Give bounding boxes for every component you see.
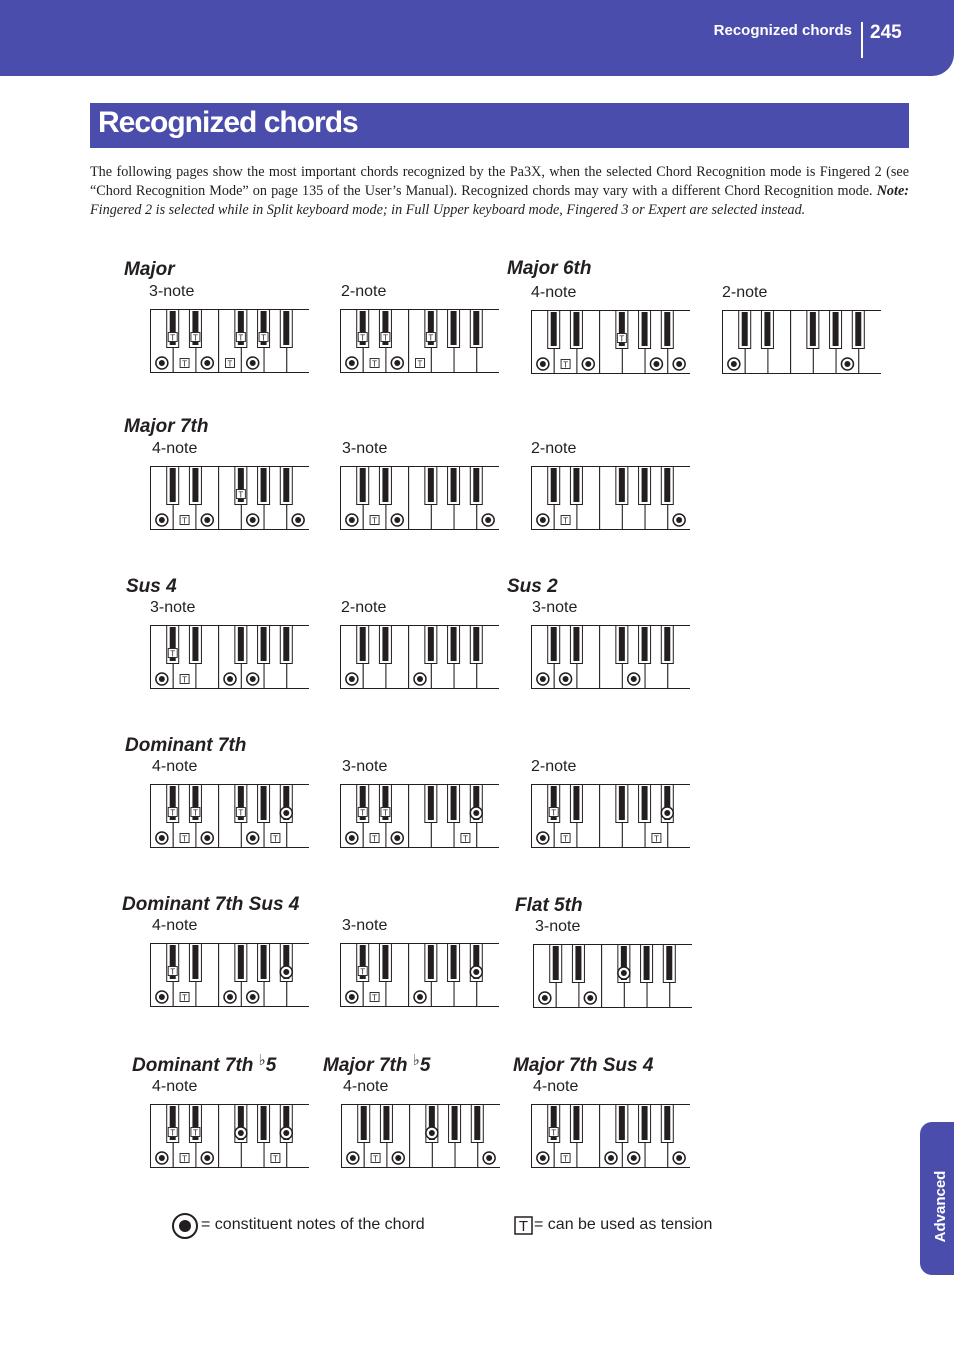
black-key-shade — [810, 312, 816, 346]
tension-marker-letter: T — [360, 808, 366, 818]
tension-marker-letter: T — [373, 1154, 379, 1164]
page-title: Recognized chords — [98, 106, 358, 139]
section-side-tab-label: Advanced — [932, 1170, 949, 1243]
variant-label: 4-note — [152, 440, 198, 457]
black-key-shade — [261, 945, 267, 979]
tension-marker-letter: T — [382, 333, 388, 343]
tension-marker-letter: T — [261, 333, 267, 343]
note-marker-center — [204, 517, 210, 523]
tension-marker-letter: T — [192, 333, 198, 343]
black-key-shade — [575, 946, 581, 980]
black-key-shade — [473, 468, 479, 502]
black-key-shade — [573, 786, 579, 820]
chord-title: Major 7th Sus 4 — [513, 1055, 654, 1076]
legend-tension-text: = can be used as tension — [534, 1216, 713, 1233]
black-key-shade — [451, 627, 457, 661]
keyboard-diagram — [531, 310, 690, 374]
black-key-shade — [619, 1106, 625, 1140]
note-marker-center — [250, 835, 256, 841]
tension-marker-letter: T — [170, 649, 176, 659]
black-key-shade — [664, 312, 670, 346]
tension-marker-letter: T — [372, 834, 378, 844]
flat-sign: ♭ — [258, 1052, 266, 1069]
chord-title — [323, 1052, 431, 1077]
black-key-shade — [192, 945, 198, 979]
black-key-shade — [551, 312, 557, 346]
variant-label: 4-note — [152, 758, 198, 775]
tension-marker-letter: T — [372, 359, 378, 369]
keyboard-diagram — [340, 309, 499, 373]
variant-label: 2-note — [722, 284, 768, 301]
note-marker-center — [349, 994, 355, 1000]
note-marker-center — [542, 995, 548, 1001]
black-key-shade — [283, 627, 289, 661]
note-marker-center — [563, 676, 569, 682]
tension-marker-letter: T — [182, 675, 188, 685]
variant-label: 3-note — [342, 917, 388, 934]
black-key-shade — [382, 627, 388, 661]
intro-note-text: Fingered 2 is selected while in Split keyboard mode; in Full Upper keyboard mode, Fingered 3 or Expert are selected instead. — [90, 202, 806, 218]
black-key-shade — [283, 311, 289, 345]
chord-title: Sus 4 — [126, 576, 177, 597]
note-marker-center — [486, 1155, 492, 1161]
tension-marker-letter: T — [238, 490, 244, 500]
variant-label: 3-note — [149, 283, 195, 300]
note-marker-center — [395, 1155, 401, 1161]
black-key-shade — [764, 312, 770, 346]
black-key-shade — [644, 946, 650, 980]
note-marker-center — [227, 994, 233, 1000]
flat-sign: ♭ — [412, 1052, 420, 1069]
note-marker-center — [159, 994, 165, 1000]
note-marker-center — [540, 835, 546, 841]
black-key-shade — [666, 946, 672, 980]
intro-note-label: Note: — [876, 183, 909, 199]
black-key-shade — [451, 311, 457, 345]
note-marker-center — [394, 517, 400, 523]
tension-marker-letter: T — [272, 1154, 278, 1164]
black-key-shade — [428, 627, 434, 661]
black-key-shade — [428, 945, 434, 979]
black-key-shade — [192, 627, 198, 661]
legend-dot-text: = constituent notes of the chord — [201, 1216, 425, 1233]
note-marker-center — [485, 517, 491, 523]
black-key-shade — [428, 468, 434, 502]
black-key-shade — [642, 786, 648, 820]
note-marker-center — [417, 994, 423, 1000]
page-title-bar — [90, 103, 909, 148]
tension-marker-letter: T — [360, 333, 366, 343]
note-marker-center — [844, 361, 850, 367]
page-number: 245 — [870, 22, 902, 43]
section-side-tab — [920, 1122, 954, 1275]
tension-marker-letter: T — [170, 808, 176, 818]
black-key-shade — [383, 1106, 389, 1140]
black-key-shade — [261, 627, 267, 661]
black-key-shade — [452, 1106, 458, 1140]
note-marker-center — [417, 676, 423, 682]
black-key-shade — [360, 627, 366, 661]
note-marker-center — [238, 1130, 244, 1136]
variant-label: 4-note — [531, 284, 577, 301]
note-marker-center — [283, 810, 289, 816]
chord-title: Major — [124, 259, 175, 280]
black-key-shade — [833, 312, 839, 346]
note-marker-center — [349, 676, 355, 682]
keyboard-diagram — [150, 625, 309, 689]
note-marker-center — [283, 969, 289, 975]
tension-marker-letter: T — [192, 808, 198, 818]
note-marker-center — [350, 1155, 356, 1161]
tension-marker-letter: T — [182, 359, 188, 369]
note-marker-center — [587, 995, 593, 1001]
black-key-shade — [664, 1106, 670, 1140]
chord-title-text: Dominant 7th — [132, 1055, 254, 1076]
tension-marker-letter: T — [238, 333, 244, 343]
note-marker-center — [676, 517, 682, 523]
note-marker-center — [295, 517, 301, 523]
header-divider — [861, 22, 863, 58]
black-key-shade — [382, 945, 388, 979]
black-key-shade — [619, 468, 625, 502]
black-key-shade — [451, 786, 457, 820]
black-key-shade — [283, 468, 289, 502]
black-key-shade — [238, 627, 244, 661]
variant-label: 4-note — [343, 1078, 389, 1095]
variant-label: 3-note — [532, 599, 578, 616]
note-marker-center — [621, 970, 627, 976]
note-marker-center — [676, 1155, 682, 1161]
keyboard-diagram — [150, 784, 309, 848]
tension-marker-letter: T — [563, 516, 569, 526]
black-key-shade — [261, 786, 267, 820]
chord-title-suffix: 5 — [265, 1055, 277, 1076]
chord-title: Dominant 7th — [125, 735, 247, 756]
note-marker-center — [540, 361, 546, 367]
black-key-shade — [170, 468, 176, 502]
variant-label: 2-note — [531, 758, 577, 775]
black-key-shade — [642, 1106, 648, 1140]
black-key-shade — [261, 468, 267, 502]
black-key-shade — [451, 945, 457, 979]
variant-label: 3-note — [342, 758, 388, 775]
chord-title: Dominant 7th Sus 4 — [122, 894, 300, 915]
chord-title-suffix: 5 — [419, 1055, 431, 1076]
header-section-title: Recognized chords — [713, 22, 852, 39]
tension-marker-letter: T — [563, 1154, 569, 1164]
note-marker-center — [631, 1155, 637, 1161]
keyboard-diagram — [531, 1104, 690, 1168]
note-marker-center — [540, 676, 546, 682]
tension-marker-letter: T — [182, 993, 188, 1003]
note-marker-center — [250, 676, 256, 682]
tension-marker-letter: T — [182, 516, 188, 526]
keyboard-diagram — [340, 625, 499, 689]
black-key-shade — [664, 627, 670, 661]
tension-marker-letter: T — [563, 834, 569, 844]
tension-marker-letter: T — [170, 333, 176, 343]
note-marker-center — [159, 835, 165, 841]
black-key-shade — [553, 946, 559, 980]
black-key-shade — [473, 627, 479, 661]
note-marker-center — [540, 517, 546, 523]
variant-label: 4-note — [152, 1078, 198, 1095]
note-marker-center — [159, 360, 165, 366]
tension-marker-letter: T — [653, 834, 659, 844]
tension-marker-letter: T — [428, 333, 434, 343]
black-key-shade — [619, 786, 625, 820]
keyboard-diagram — [150, 943, 309, 1007]
variant-label: 4-note — [533, 1078, 579, 1095]
black-key-shade — [261, 1106, 267, 1140]
tension-marker-letter: T — [238, 808, 244, 818]
keyboard-diagram — [531, 784, 690, 848]
black-key-shade — [642, 468, 648, 502]
note-marker-center — [250, 517, 256, 523]
keyboard-diagram — [150, 466, 309, 530]
note-marker-center — [283, 1130, 289, 1136]
tension-marker-letter: T — [182, 834, 188, 844]
note-marker-center — [250, 360, 256, 366]
header-band — [0, 0, 954, 76]
tension-marker-letter: T — [170, 967, 176, 977]
note-marker-center — [349, 835, 355, 841]
variant-label: 2-note — [531, 440, 577, 457]
tension-marker-letter: T — [417, 359, 423, 369]
keyboard-diagram — [340, 784, 499, 848]
black-key-shade — [473, 311, 479, 345]
intro-text: The following pages show the most important chords recognized by the Pa3X, when the selected Chord Recognition mode is Fingered 2 (see “Chord Recognition Mode” on page 135 of the User’s Manual). Recognized chords may vary with a different Chord Recognition mode. — [90, 164, 909, 199]
tension-marker-letter: T — [227, 359, 233, 369]
legend-note-dot-icon — [171, 1212, 199, 1245]
variant-label: 2-note — [341, 599, 387, 616]
tension-marker-letter: T — [272, 834, 278, 844]
tension-marker-letter: T — [182, 1154, 188, 1164]
note-marker-center — [349, 360, 355, 366]
tension-marker-letter: T — [382, 808, 388, 818]
note-marker-center — [473, 969, 479, 975]
note-marker-center — [394, 360, 400, 366]
black-key-shade — [664, 468, 670, 502]
variant-label: 3-note — [150, 599, 196, 616]
note-marker-center — [608, 1155, 614, 1161]
note-marker-center — [664, 810, 670, 816]
black-key-shade — [474, 1106, 480, 1140]
tension-marker-letter: T — [563, 360, 569, 370]
note-marker-center — [731, 361, 737, 367]
note-marker-center — [204, 835, 210, 841]
black-key-shade — [192, 468, 198, 502]
note-marker-center — [227, 676, 233, 682]
keyboard-diagram — [531, 625, 690, 689]
tension-marker-letter: T — [462, 834, 468, 844]
black-key-shade — [573, 627, 579, 661]
black-key-shade — [360, 468, 366, 502]
black-key-shade — [742, 312, 748, 346]
variant-label: 3-note — [342, 440, 388, 457]
note-marker-center — [585, 361, 591, 367]
keyboard-diagram — [340, 943, 499, 1007]
tension-marker-letter: T — [372, 516, 378, 526]
black-key-shade — [573, 312, 579, 346]
chord-title-text: Major 7th — [323, 1055, 408, 1076]
note-marker-center — [540, 1155, 546, 1161]
note-marker-center — [159, 517, 165, 523]
variant-label: 4-note — [152, 917, 198, 934]
note-marker-center — [429, 1130, 435, 1136]
black-key-shade — [642, 627, 648, 661]
variant-label: 2-note — [341, 283, 387, 300]
note-marker-center — [159, 676, 165, 682]
black-key-shade — [428, 786, 434, 820]
note-marker-center — [250, 994, 256, 1000]
chord-title: Flat 5th — [515, 895, 583, 916]
black-key-shade — [642, 312, 648, 346]
chord-title: Major 7th — [124, 416, 209, 437]
black-key-shade — [238, 945, 244, 979]
keyboard-diagram — [533, 944, 692, 1008]
note-marker-center — [394, 835, 400, 841]
legend-tension-icon — [514, 1216, 533, 1240]
keyboard-diagram — [722, 310, 881, 374]
note-marker-center — [676, 361, 682, 367]
tension-marker-letter: T — [551, 1128, 557, 1138]
note-marker-center — [653, 361, 659, 367]
keyboard-diagram — [341, 1104, 500, 1168]
keyboard-diagram — [340, 466, 499, 530]
note-marker-center — [159, 1155, 165, 1161]
note-marker-center — [204, 1155, 210, 1161]
tension-marker-letter: T — [360, 967, 366, 977]
tension-marker-letter: T — [551, 808, 557, 818]
chord-title — [132, 1052, 277, 1077]
black-key-shade — [451, 468, 457, 502]
intro-paragraph — [90, 163, 909, 220]
tension-marker-letter: T — [170, 1128, 176, 1138]
note-marker-center — [204, 360, 210, 366]
tension-marker-letter: T — [619, 334, 625, 344]
black-key-shade — [361, 1106, 367, 1140]
black-key-shade — [573, 468, 579, 502]
black-key-shade — [382, 468, 388, 502]
black-key-shade — [551, 468, 557, 502]
black-key-shade — [573, 1106, 579, 1140]
legend-tension-letter: T — [518, 1218, 529, 1235]
black-key-shade — [619, 627, 625, 661]
chord-title: Sus 2 — [507, 576, 558, 597]
note-marker-center — [349, 517, 355, 523]
keyboard-diagram — [150, 1104, 309, 1168]
note-marker-center — [631, 676, 637, 682]
chord-title: Major 6th — [507, 258, 592, 279]
keyboard-diagram — [150, 309, 309, 373]
tension-marker-letter: T — [372, 993, 378, 1003]
tension-marker-letter: T — [192, 1128, 198, 1138]
note-marker-center — [473, 810, 479, 816]
black-key-shade — [855, 312, 861, 346]
variant-label: 3-note — [535, 918, 581, 935]
black-key-shade — [551, 627, 557, 661]
keyboard-diagram — [531, 466, 690, 530]
